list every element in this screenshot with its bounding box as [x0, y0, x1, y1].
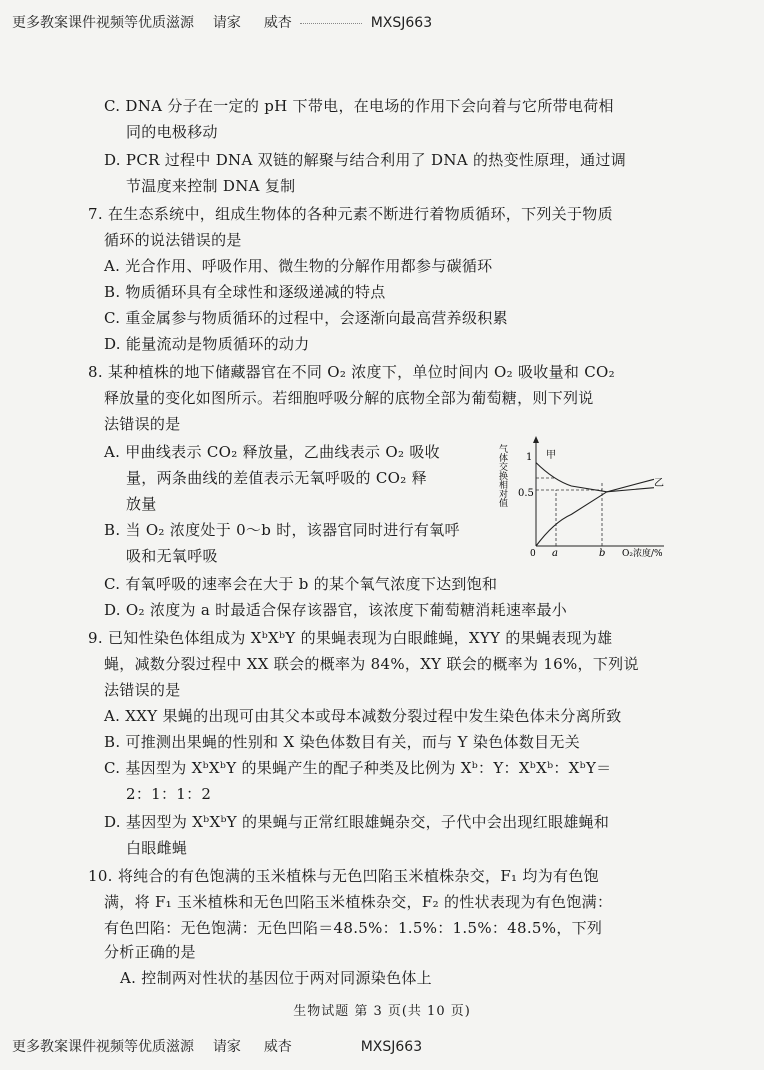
q10-stem-line1: 10. 将纯合的有色饱满的玉米植株与无色凹陷玉米植株杂交，F₁ 均为有色饱 — [88, 867, 599, 885]
q8-option-c: C. 有氧呼吸的速率会在大于 b 的某个氧气浓度下达到饱和 — [104, 575, 498, 593]
q9-option-b: B. 可推测出果蝇的性别和 X 染色体数目有关，而与 Y 染色体数目无关 — [104, 733, 581, 751]
footer-banner-left: 更多教案课件视频等优质滋源 — [12, 1039, 194, 1055]
chart-series-jia-label: 甲 — [546, 450, 556, 461]
q8-option-a-line2: 量，两条曲线的差值表示无氧呼吸的 CO₂ 释 — [126, 469, 427, 487]
footer-banner-mid: 请家 — [212, 1039, 241, 1055]
banner-mid: 请家 — [212, 15, 241, 31]
q6-option-d-line1: D. PCR 过程中 DNA 双链的解聚与结合利用了 DNA 的热变性原理，通过调 — [104, 151, 627, 169]
footer-banner-name: 威杏 — [263, 1039, 292, 1055]
chart-x-axis-label: O₂浓度/% — [622, 549, 663, 558]
q9-stem-line1: 9. 已知性染色体组成为 XᵇXᵇY 的果蝇表现为白眼雌蝇，XYY 的果蝇表现为雄 — [88, 629, 613, 647]
q9-option-d-line2: 白眼雌蝇 — [126, 839, 188, 857]
q9-option-c-line2: 2：1：1：2 — [126, 785, 212, 803]
q7-option-b: B. 物质循环具有全球性和逐级递减的特点 — [104, 283, 386, 301]
q8-option-d: D. O₂ 浓度为 a 时最适合保存该器官，该浓度下葡萄糖消耗速率最小 — [104, 601, 568, 619]
q7-stem-line1: 7. 在生态系统中，组成生物体的各种元素不断进行着物质循环，下列关于物质 — [88, 205, 613, 223]
q8-stem-line1: 8. 某种植株的地下储藏器官在不同 O₂ 浓度下，单位时间内 O₂ 吸收量和 CO₂ — [88, 363, 615, 381]
q10-option-a: A. 控制两对性状的基因位于两对同源染色体上 — [120, 969, 432, 987]
footer-banner-code: MXSJ663 — [360, 1039, 423, 1055]
q10-stem-line2: 满，将 F₁ 玉米植株和无色凹陷玉米植株杂交，F₂ 的性状表现为有色饱满： — [104, 893, 613, 911]
chart-series-yi-label: 乙 — [654, 478, 664, 489]
chart-xtick-a: a — [552, 548, 558, 558]
chart-xtick-b: b — [599, 548, 606, 558]
q6-option-d-line2: 节温度来控制 DNA 复制 — [126, 177, 296, 195]
q7-option-a: A. 光合作用、呼吸作用、微生物的分解作用都参与碳循环 — [104, 257, 493, 275]
gas-exchange-chart — [494, 434, 694, 558]
page-footer: 生物试题 第 3 页(共 10 页) — [293, 1004, 471, 1019]
q9-option-a: A. XXY 果蝇的出现可由其父本或母本减数分裂过程中发生染色体未分离所致 — [104, 707, 622, 725]
chart-ytick-0.5: 0.5 — [518, 488, 534, 499]
q7-option-d: D. 能量流动是物质循环的动力 — [104, 335, 310, 353]
q8-stem-line3: 法错误的是 — [104, 415, 181, 433]
q8-option-b-line1: B. 当 O₂ 浓度处于 0～b 时，该器官同时进行有氧呼 — [104, 521, 460, 539]
chart-ytick-1: 1 — [526, 452, 533, 463]
chart-xtick-0: 0 — [530, 549, 536, 558]
banner-code: MXSJ663 — [370, 15, 433, 31]
header-banner — [12, 12, 432, 32]
footer-banner — [12, 1036, 422, 1056]
q9-option-d-line1: D. 基因型为 XᵇXᵇY 的果蝇与正常红眼雄蝇杂交，子代中会出现红眼雄蝇和 — [104, 813, 610, 831]
chart-y-axis-arrow — [533, 436, 539, 443]
q7-stem-line2: 循环的说法错误的是 — [104, 231, 242, 249]
q6-option-c-line2: 同的电极移动 — [126, 123, 218, 141]
q8-option-b-line2: 吸和无氧呼吸 — [126, 547, 218, 565]
chart-y-axis-label: 气体交换相对值 — [497, 444, 507, 507]
q10-stem-line3: 有色凹陷：无色饱满：无色凹陷＝48.5%：1.5%：1.5%：48.5%，下列 — [104, 919, 603, 937]
q6-option-c-line1: C. DNA 分子在一定的 pH 下带电，在电场的作用下会向着与它所带电荷相 — [104, 97, 614, 115]
q9-option-c-line1: C. 基因型为 XᵇXᵇY 的果蝇产生的配子种类及比例为 Xᵇ：Y：XᵇXᵇ：XᵇY＝ — [104, 759, 612, 777]
q10-stem-line4: 分析正确的是 — [104, 943, 196, 961]
q8-option-a-line3: 放量 — [126, 495, 157, 513]
q9-stem-line2: 蝇，减数分裂过程中 XX 联会的概率为 84%，XY 联会的概率为 16%，下列说 — [104, 655, 639, 673]
q8-option-a-line1: A. 甲曲线表示 CO₂ 释放量，乙曲线表示 O₂ 吸收 — [104, 443, 440, 461]
banner-name: 威杏 — [263, 15, 292, 31]
banner-left: 更多教案课件视频等优质滋源 — [12, 15, 194, 31]
q8-stem-line2: 释放量的变化如图所示。若细胞呼吸分解的底物全部为葡萄糖，则下列说 — [104, 389, 594, 407]
q7-option-c: C. 重金属参与物质循环的过程中，会逐渐向最高营养级积累 — [104, 309, 508, 327]
chart-series-jia-line — [536, 463, 654, 492]
q9-stem-line3: 法错误的是 — [104, 681, 181, 699]
